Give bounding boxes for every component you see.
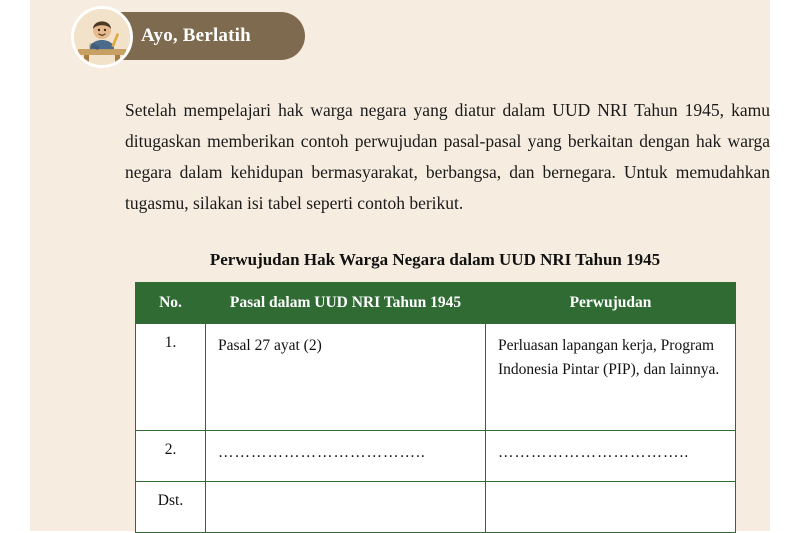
table-row — [136, 324, 736, 431]
column-header-perwujudan: Perwujudan — [486, 283, 736, 324]
column-header-pasal: Pasal dalam UUD NRI Tahun 1945 — [206, 283, 486, 324]
cell-no: 2. — [136, 431, 206, 482]
section-badge-label: Ayo, Berlatih — [141, 25, 251, 46]
cell-pasal — [206, 482, 486, 533]
instruction-paragraph: Setelah mempelajari hak warga negara yang diatur dalam UUD NRI Tahun 1945, kamu ditugaskan memberikan contoh perwujudan pasal-pasal yang berkaitan dengan hak warga negara dalam kehidupan bermasyarakat, berbangsa, dan bernegara. Untuk memudahkan tugasmu, silakan isi tabel seperti contoh berikut. — [125, 100, 770, 213]
table-header-row — [136, 283, 736, 324]
cell-perwujudan — [486, 482, 736, 533]
column-header-no: No. — [136, 283, 206, 324]
cell-no: Dst. — [136, 482, 206, 533]
cell-no: 1. — [136, 324, 206, 431]
rights-table — [135, 282, 736, 533]
table-row — [136, 482, 736, 533]
cell-pasal: ……………………………….. — [206, 431, 486, 482]
table-row — [136, 431, 736, 482]
content-panel — [30, 0, 770, 531]
table-title: Perwujudan Hak Warga Negara dalam UUD NRI Tahun 1945 — [209, 250, 661, 269]
student-illustration-icon — [71, 6, 133, 68]
cell-perwujudan: …………………………….. — [486, 431, 736, 482]
table-section — [135, 250, 735, 533]
cell-perwujudan: Perluasan lapangan kerja, Program Indonesia Pintar (PIP), dan lainnya. — [486, 324, 736, 431]
cell-pasal: Pasal 27 ayat (2) — [206, 324, 486, 431]
